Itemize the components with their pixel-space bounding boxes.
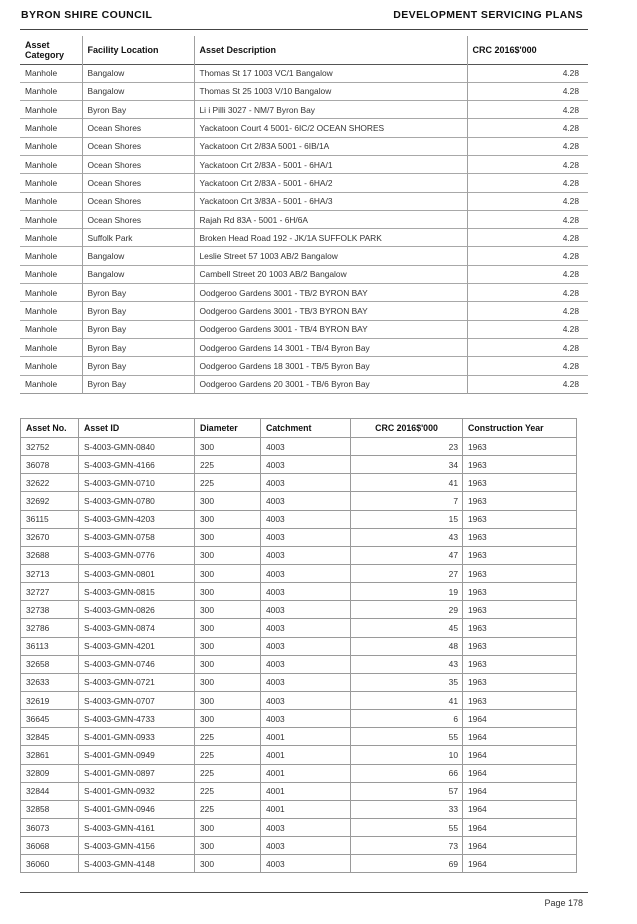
table-cell: 32633 <box>21 673 79 691</box>
table-cell: 225 <box>195 764 261 782</box>
table-cell: 1963 <box>463 492 577 510</box>
table-cell: 33 <box>351 800 463 818</box>
table-cell: Manhole <box>25 86 58 97</box>
table-cell: 4.28 <box>467 338 588 356</box>
table-cell: Ocean Shores <box>82 119 194 137</box>
table-cell: 1963 <box>463 637 577 655</box>
table-row <box>21 673 577 691</box>
page-number: Page 178 <box>544 898 583 908</box>
table-cell: Ocean Shores <box>82 192 194 210</box>
table-cell: 4.28 <box>467 155 588 173</box>
table-cell: Yackatoon Crt 2/83A 5001 - 6IB/1A <box>194 137 467 155</box>
table-cell: 4001 <box>261 800 351 818</box>
table-cell: 1963 <box>463 456 577 474</box>
column-header-facility-location: Facility Location <box>82 36 194 64</box>
table-cell: Yackatoon Crt 2/83A - 5001 - 6HA/1 <box>194 155 467 173</box>
table-cell: 1963 <box>463 673 577 691</box>
table-cell: 4003 <box>261 818 351 836</box>
table-cell: 1963 <box>463 474 577 492</box>
table-cell: 27 <box>351 564 463 582</box>
table-cell: S-4003-GMN-0746 <box>79 655 195 673</box>
table-cell: 19 <box>351 583 463 601</box>
table-cell: Manhole <box>25 196 58 207</box>
table-row <box>21 528 577 546</box>
table-cell: 1963 <box>463 438 577 456</box>
table-cell: 1964 <box>463 855 577 873</box>
table-cell: 32861 <box>21 746 79 764</box>
table-cell: 23 <box>351 438 463 456</box>
table-cell: 32713 <box>21 564 79 582</box>
table-cell: 32752 <box>21 438 79 456</box>
table-cell: 4003 <box>261 456 351 474</box>
table-cell: Bangalow <box>82 265 194 283</box>
table-row <box>21 855 577 873</box>
table-cell: Byron Bay <box>82 284 194 302</box>
table-row <box>21 728 577 746</box>
table-cell: 4.28 <box>467 302 588 320</box>
table-cell: Manhole <box>25 324 58 335</box>
table-cell: 4.28 <box>467 64 588 82</box>
table-cell: Manhole <box>25 232 58 243</box>
table-cell: 29 <box>351 601 463 619</box>
column-header-diameter: Diameter <box>195 419 261 438</box>
table-cell: S-4003-GMN-4156 <box>79 837 195 855</box>
table-row <box>20 375 588 393</box>
table-cell: Yackatoon Crt 3/83A - 5001 - 6HA/3 <box>194 192 467 210</box>
table-cell: 4003 <box>261 637 351 655</box>
table-cell: 4.28 <box>467 82 588 100</box>
table-cell: 32688 <box>21 546 79 564</box>
table-row <box>20 101 588 119</box>
table-cell: Byron Bay <box>82 101 194 119</box>
table-cell: 4.28 <box>467 119 588 137</box>
table-cell: Manhole <box>25 379 58 390</box>
table-cell: Ocean Shores <box>82 174 194 192</box>
table-cell: 4003 <box>261 855 351 873</box>
table-cell: 55 <box>351 818 463 836</box>
table-cell: Byron Bay <box>82 375 194 393</box>
table-cell: 32786 <box>21 619 79 637</box>
table-cell: 4.28 <box>467 101 588 119</box>
table-cell: Byron Bay <box>82 302 194 320</box>
table-row <box>21 492 577 510</box>
table-row <box>20 155 588 173</box>
table-cell: 4001 <box>261 728 351 746</box>
table-cell: Oodgeroo Gardens 14 3001 - TB/4 Byron Bay <box>194 338 467 356</box>
table-cell: S-4001-GMN-0949 <box>79 746 195 764</box>
table-cell: 7 <box>351 492 463 510</box>
table-cell: 32727 <box>21 583 79 601</box>
table-cell: 4003 <box>261 546 351 564</box>
table-cell: 1963 <box>463 601 577 619</box>
table-row <box>21 474 577 492</box>
column-header-catchment: Catchment <box>261 419 351 438</box>
table-cell: 225 <box>195 728 261 746</box>
table-cell: S-4001-GMN-0946 <box>79 800 195 818</box>
table-cell: S-4001-GMN-0897 <box>79 764 195 782</box>
table-cell: 1964 <box>463 800 577 818</box>
table-row <box>20 229 588 247</box>
table-cell: Ocean Shores <box>82 137 194 155</box>
table-cell: Manhole <box>25 269 58 280</box>
table-cell: 4.28 <box>467 247 588 265</box>
table-cell: 47 <box>351 546 463 564</box>
table-cell: 1963 <box>463 510 577 528</box>
table-cell: S-4003-GMN-4161 <box>79 818 195 836</box>
column-header-crc: CRC 2016$'000 <box>467 36 588 64</box>
table-cell: 41 <box>351 691 463 709</box>
table-cell: 1963 <box>463 546 577 564</box>
table-cell: 36115 <box>21 510 79 528</box>
table-cell: 300 <box>195 818 261 836</box>
table-cell: Oodgeroo Gardens 3001 - TB/2 BYRON BAY <box>194 284 467 302</box>
column-header-asset-no: Asset No. <box>21 419 79 438</box>
table-cell: Manhole <box>25 360 58 371</box>
table-row <box>21 782 577 800</box>
table-cell: 1964 <box>463 764 577 782</box>
table-cell: Manhole <box>25 159 58 170</box>
table-cell: 45 <box>351 619 463 637</box>
table-cell: 4003 <box>261 837 351 855</box>
table-header-row <box>20 36 588 64</box>
table-cell: Oodgeroo Gardens 3001 - TB/3 BYRON BAY <box>194 302 467 320</box>
table-row <box>20 265 588 283</box>
table-cell: 73 <box>351 837 463 855</box>
table-cell: 32858 <box>21 800 79 818</box>
table-row <box>21 637 577 655</box>
table-cell: S-4003-GMN-0780 <box>79 492 195 510</box>
table-cell: 36073 <box>21 818 79 836</box>
table-cell: 300 <box>195 655 261 673</box>
table-row <box>21 546 577 564</box>
table-cell: 300 <box>195 528 261 546</box>
table-cell: 300 <box>195 438 261 456</box>
table-cell: Thomas St 17 1003 VC/1 Bangalow <box>194 64 467 82</box>
table-cell: 43 <box>351 655 463 673</box>
table-cell: S-4001-GMN-0932 <box>79 782 195 800</box>
table-row <box>21 438 577 456</box>
table-cell: 43 <box>351 528 463 546</box>
table-cell: 1963 <box>463 619 577 637</box>
table-cell: Manhole <box>25 177 58 188</box>
table-row <box>20 357 588 375</box>
table-cell: 300 <box>195 855 261 873</box>
table-cell: S-4003-GMN-0776 <box>79 546 195 564</box>
table-cell: 32845 <box>21 728 79 746</box>
table-cell: Oodgeroo Gardens 20 3001 - TB/6 Byron Bay <box>194 375 467 393</box>
table-cell: S-4003-GMN-4166 <box>79 456 195 474</box>
table-row <box>21 691 577 709</box>
table-cell: 300 <box>195 601 261 619</box>
table-row <box>21 710 577 728</box>
table-cell: Rajah Rd 83A - 5001 - 6H/6A <box>194 210 467 228</box>
table-cell: 1963 <box>463 564 577 582</box>
table-row <box>21 456 577 474</box>
table-cell: Thomas St 25 1003 V/10 Bangalow <box>194 82 467 100</box>
table-cell: 32658 <box>21 655 79 673</box>
table-cell: Bangalow <box>82 64 194 82</box>
table-cell: S-4001-GMN-0933 <box>79 728 195 746</box>
table-cell: 300 <box>195 564 261 582</box>
table-row <box>21 764 577 782</box>
table-cell: Manhole <box>25 342 58 353</box>
table-cell: Ocean Shores <box>82 210 194 228</box>
table-cell: 34 <box>351 456 463 474</box>
table-cell: 4.28 <box>467 265 588 283</box>
table-cell: 225 <box>195 746 261 764</box>
table-cell: Li i Pilli 3027 - NM/7 Byron Bay <box>194 101 467 119</box>
table-cell: Broken Head Road 192 - JK/1A SUFFOLK PARK <box>194 229 467 247</box>
table-cell: Manhole <box>25 123 58 134</box>
table-row <box>21 619 577 637</box>
table-cell: S-4003-GMN-0874 <box>79 619 195 637</box>
document-header-right: DEVELOPMENT SERVICING PLANS <box>393 9 583 21</box>
table-cell: 4003 <box>261 691 351 709</box>
table-cell: 4003 <box>261 655 351 673</box>
table-cell: 4001 <box>261 764 351 782</box>
table-cell: 300 <box>195 510 261 528</box>
column-header-asset-id: Asset ID <box>79 419 195 438</box>
table-row <box>20 64 588 82</box>
table-cell: 225 <box>195 782 261 800</box>
table-cell: 4.28 <box>467 375 588 393</box>
table-cell: S-4003-GMN-0710 <box>79 474 195 492</box>
table-row <box>20 320 588 338</box>
table-cell: S-4003-GMN-0721 <box>79 673 195 691</box>
table-row <box>20 302 588 320</box>
table-cell: 1963 <box>463 583 577 601</box>
table-cell: 55 <box>351 728 463 746</box>
table-cell: 1963 <box>463 655 577 673</box>
table-cell: 57 <box>351 782 463 800</box>
table-cell: S-4003-GMN-4733 <box>79 710 195 728</box>
table-cell: Yackatoon Court 4 5001- 6IC/2 OCEAN SHORES <box>194 119 467 137</box>
table-cell: S-4003-GMN-0801 <box>79 564 195 582</box>
table-cell: 300 <box>195 710 261 728</box>
manhole-assets-table <box>20 36 588 394</box>
table-row <box>20 82 588 100</box>
table-row <box>20 174 588 192</box>
table-row <box>20 137 588 155</box>
table-cell: 36060 <box>21 855 79 873</box>
table-cell: 4003 <box>261 710 351 728</box>
table-cell: 300 <box>195 492 261 510</box>
table-cell: Byron Bay <box>82 357 194 375</box>
table-row <box>20 119 588 137</box>
table-cell: S-4003-GMN-0840 <box>79 438 195 456</box>
table-cell: 32738 <box>21 601 79 619</box>
table-cell: 300 <box>195 691 261 709</box>
table-cell: 4.28 <box>467 174 588 192</box>
table-cell: 4003 <box>261 673 351 691</box>
table-cell: 1963 <box>463 691 577 709</box>
table-cell: S-4003-GMN-0707 <box>79 691 195 709</box>
table-cell: 4.28 <box>467 320 588 338</box>
table-cell: 4003 <box>261 438 351 456</box>
header-divider <box>20 29 588 30</box>
table-row <box>21 800 577 818</box>
table-cell: 4.28 <box>467 229 588 247</box>
table-cell: 1963 <box>463 528 577 546</box>
table-cell: Byron Bay <box>82 320 194 338</box>
column-header-asset-category: Asset Category <box>25 39 65 60</box>
table-cell: 36078 <box>21 456 79 474</box>
table-cell: Bangalow <box>82 247 194 265</box>
table-row <box>21 746 577 764</box>
table-cell: 4001 <box>261 746 351 764</box>
column-header-crc: CRC 2016$'000 <box>351 419 463 438</box>
table-cell: Leslie Street 57 1003 AB/2 Bangalow <box>194 247 467 265</box>
table-cell: 36645 <box>21 710 79 728</box>
table-cell: S-4003-GMN-0815 <box>79 583 195 601</box>
table-row <box>20 210 588 228</box>
table-cell: Byron Bay <box>82 338 194 356</box>
table-cell: 1964 <box>463 782 577 800</box>
table-cell: Manhole <box>25 251 58 262</box>
table-cell: Oodgeroo Gardens 18 3001 - TB/5 Byron Bay <box>194 357 467 375</box>
gravity-main-assets-table <box>20 418 577 873</box>
table-row <box>21 564 577 582</box>
table-cell: 4003 <box>261 474 351 492</box>
table-cell: 32619 <box>21 691 79 709</box>
table-cell: 300 <box>195 546 261 564</box>
table-row <box>21 601 577 619</box>
table-cell: 300 <box>195 837 261 855</box>
table-cell: 300 <box>195 673 261 691</box>
table-cell: 1964 <box>463 728 577 746</box>
table-cell: S-4003-GMN-4203 <box>79 510 195 528</box>
table-row <box>21 510 577 528</box>
table-cell: 15 <box>351 510 463 528</box>
table-cell: 32622 <box>21 474 79 492</box>
table-row <box>21 837 577 855</box>
table-cell: 35 <box>351 673 463 691</box>
table-cell: 4003 <box>261 492 351 510</box>
table-cell: Bangalow <box>82 82 194 100</box>
document-header-left: BYRON SHIRE COUNCIL <box>21 9 153 21</box>
table-cell: 4.28 <box>467 137 588 155</box>
column-header-construction-year: Construction Year <box>463 419 577 438</box>
table-cell: 32670 <box>21 528 79 546</box>
table-cell: 300 <box>195 583 261 601</box>
table-row <box>21 583 577 601</box>
table-cell: 225 <box>195 474 261 492</box>
table-row <box>20 284 588 302</box>
footer-divider <box>20 892 588 893</box>
table-cell: 66 <box>351 764 463 782</box>
table-cell: 300 <box>195 637 261 655</box>
table-cell: 6 <box>351 710 463 728</box>
table-cell: S-4003-GMN-0758 <box>79 528 195 546</box>
table-row <box>21 818 577 836</box>
table-cell: 32692 <box>21 492 79 510</box>
table-cell: 4.28 <box>467 357 588 375</box>
table-cell: 4001 <box>261 782 351 800</box>
table-cell: Yackatoon Crt 2/83A - 5001 - 6HA/2 <box>194 174 467 192</box>
column-header-asset-description: Asset Description <box>194 36 467 64</box>
table-cell: 225 <box>195 456 261 474</box>
table-cell: 32809 <box>21 764 79 782</box>
table-cell: Manhole <box>25 141 58 152</box>
table-cell: 4.28 <box>467 210 588 228</box>
table-cell: Manhole <box>25 214 58 225</box>
table-cell: 36068 <box>21 837 79 855</box>
table-cell: Manhole <box>25 68 58 79</box>
table-cell: Manhole <box>25 287 58 298</box>
table-cell: 1964 <box>463 818 577 836</box>
table-cell: Ocean Shores <box>82 155 194 173</box>
table-row <box>21 655 577 673</box>
table-cell: Manhole <box>25 306 58 316</box>
table-cell: 32844 <box>21 782 79 800</box>
table-cell: 4003 <box>261 619 351 637</box>
table-row <box>20 338 588 356</box>
table-cell: 1964 <box>463 746 577 764</box>
table-row <box>20 247 588 265</box>
table-cell: S-4003-GMN-4201 <box>79 637 195 655</box>
table-cell: 4.28 <box>467 284 588 302</box>
table-cell: 4003 <box>261 601 351 619</box>
table-cell: Manhole <box>25 104 58 115</box>
table-cell: 41 <box>351 474 463 492</box>
table-cell: Oodgeroo Gardens 3001 - TB/4 BYRON BAY <box>194 320 467 338</box>
table-cell: 4003 <box>261 583 351 601</box>
table-cell: 48 <box>351 637 463 655</box>
table-cell: 4003 <box>261 564 351 582</box>
table-cell: 1964 <box>463 710 577 728</box>
table-cell: 300 <box>195 619 261 637</box>
table-cell: S-4003-GMN-4148 <box>79 855 195 873</box>
table-cell: 36113 <box>21 637 79 655</box>
table-cell: 69 <box>351 855 463 873</box>
table-cell: 4003 <box>261 510 351 528</box>
table-row <box>20 192 588 210</box>
table-cell: Cambell Street 20 1003 AB/2 Bangalow <box>194 265 467 283</box>
table-cell: 4.28 <box>467 192 588 210</box>
table-header-row <box>21 419 577 438</box>
table-cell: S-4003-GMN-0826 <box>79 601 195 619</box>
table-cell: 225 <box>195 800 261 818</box>
table-cell: 10 <box>351 746 463 764</box>
table-cell: 1964 <box>463 837 577 855</box>
table-cell: 4003 <box>261 528 351 546</box>
table-cell: Suffolk Park <box>82 229 194 247</box>
